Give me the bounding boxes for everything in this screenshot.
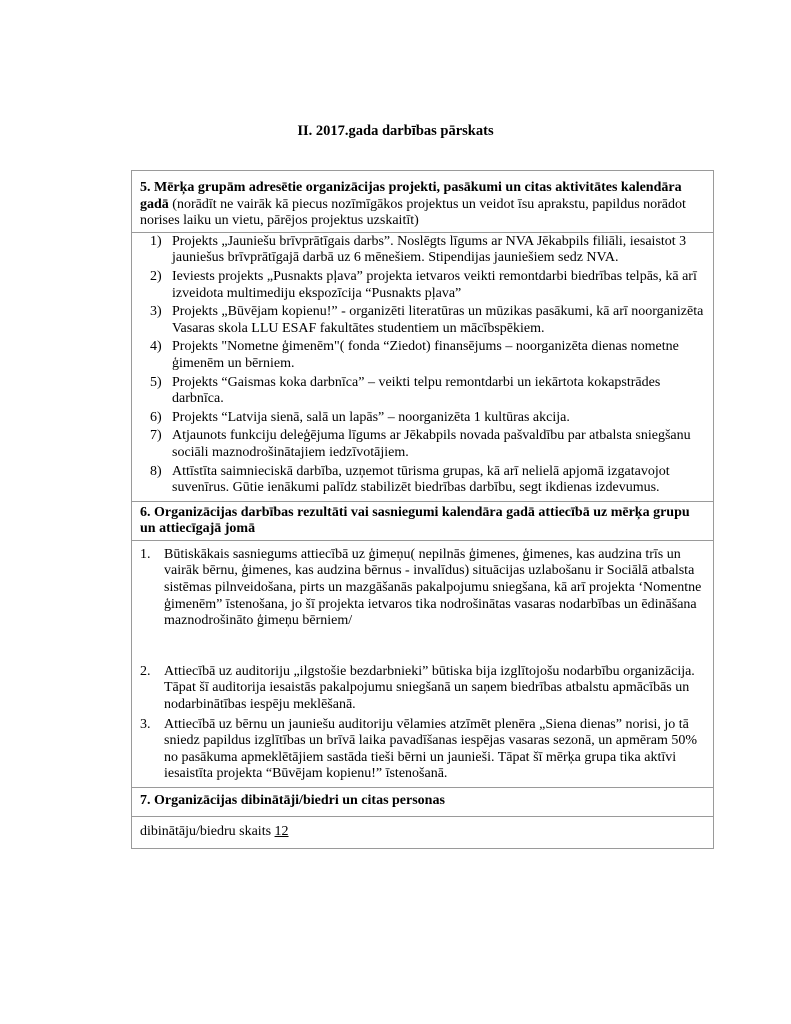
list-item [132,269,705,302]
section5-heading-note: (norādīt ne vairāk kā piecus nozīmīgākos projektus un veidot īsu aprakstu, papildus norādot norises laiku un vietu, pārējos projektus uzskaitīt) [140,196,686,229]
section5-heading [132,171,713,232]
item-text: Projekts „Jauniešu brīvprātīgais darbs”. Noslēgts līgums ar NVA Jēkabpils filiāli, iesaistot 3 jauniešus brīvprātīgajā darbā uz 6 mēnešiem. Stipendijas jauniešiem sedz NVA. [172,233,687,266]
item-number: 2. [140,663,151,679]
item-text: Attīstīta saimnieciskā darbība, uzņemot tūrisma grupas, kā arī nelielā apjomā izgatavojot suvenīrus. Gūtie ienākumi palīdz stabilizēt biedrības darbību, segt ikdienas izdevumus. [172,463,670,496]
item-text: Būtiskākais sasniegums attiecībā uz ģimeņu( nepilnās ģimenes, ģimenes, kas audzina trīs un vairāk bērnu, ģimenes, kas audzina bērnus - invalīdus) situācijas uzlabošanu ir Sociālā atbalsta sistēmas pilnveidošana, pirts un mazgāšanās pakalpojumu sniegšana, kā arī projekta ‘Nomentne ģimenēm” īstenošana, jo šī projekta ietvaros tika nodrošinātas vasaras nodarbības un ēdināšana maznodrošināto ģimeņu bērniem/ [164,546,702,629]
list-item [132,717,705,783]
item-number: 1) [150,233,162,249]
section6-heading [132,501,713,540]
list-item [132,234,705,267]
section6-heading-text: 6. Organizācijas darbības rezultāti vai sasniegumi kalendāra gadā attiecībā uz mērķa grupu un attiecīgajā jomā [140,504,690,537]
section6-list [132,540,713,787]
members-count-label: dibinātāju/biedru skaits [140,823,275,839]
item-text: Atjaunots funkciju deleģējuma līgums ar Jēkabpils novada pašvaldību par atbalsta sniegšanu sociāli maznodrošinātajiem iedzīvotājiem. [172,428,691,460]
section5-heading-bold: 5. Mērķa grupām adresētie organizācijas projekti, pasākumi un citas aktivitātes kalendāra gadā [140,180,682,212]
list-item [132,428,705,461]
item-number: 6) [150,409,162,425]
item-number: 3. [140,716,151,732]
item-number: 5) [150,374,162,390]
item-number: 8) [150,463,162,479]
list-item [132,375,705,408]
list-item [132,339,705,372]
list-item [132,464,705,497]
section5-list [132,232,713,501]
item-text: Attiecībā uz bērnu un jauniešu auditoriju vēlamies atzīmēt plenēra „Siena dienas” norisi, jo tā sniedz papildus izglītības un brīvā laika pavadīšanas iespējas vasaras sezonā, un apmēram 50% no pasākuma apmeklētājiem sastāda tieši bērni un jaunieši. Tāpat šī mērķa grupa tika aktīvi iesaistīta projekta “Būvējam kopienu!” īstenošanā. [164,716,697,782]
section7-heading-text: 7. Organizācijas dibinātāji/biedri un citas personas [140,793,445,808]
item-number: 3) [150,304,162,320]
members-count-value: 12 [274,823,289,839]
list-item [132,410,705,427]
list-item [132,304,705,337]
page-title: II. 2017.gada darbības pārskats [297,123,494,139]
item-number: 2) [150,268,162,284]
item-number: 1. [140,546,151,562]
item-text: Projekts „Būvējam kopienu!” - organizēti literatūras un mūzikas pasākumi, kā arī noorganizēta Vasaras skola LLU ESAF fakultātes studentiem un mācībspēkiem. [172,304,704,336]
list-item [132,547,705,630]
item-text: Projekts "Nometne ģimenēm"( fonda “Ziedot) finansējums – noorganizēta dienas nometne ģimenēm un bērniem. [172,339,679,371]
item-text: Ieviests projekts „Pusnakts pļava” projekta ietvaros veikti remontdarbi biedrības telpās, kā arī izveidota multimediju ekspozīcija “Pusnakts pļava” [172,268,697,301]
members-count-row [132,816,713,849]
item-text: Attiecībā uz auditoriju „ilgstošie bezdarbnieki” būtiska bija izglītojošu nodarbību organizācija. Tāpat šī auditorija iesaistās pakalpojumu sniegšanā un saņem biedrības atbalstu apmācībās un nodarbinātības iespēju meklēšanā. [164,663,695,713]
item-number: 7) [150,428,162,444]
item-number: 4) [150,339,162,355]
section7-heading [132,787,713,816]
item-text: Projekts “Gaismas koka darbnīca” – veikti telpu remontdarbi un iekārtota kokapstrādes darbnīca. [172,374,661,407]
list-item [132,664,705,714]
report-table [131,170,714,849]
item-text: Projekts “Latvija sienā, salā un lapās” – noorganizēta 1 kultūras akcija. [172,409,570,425]
